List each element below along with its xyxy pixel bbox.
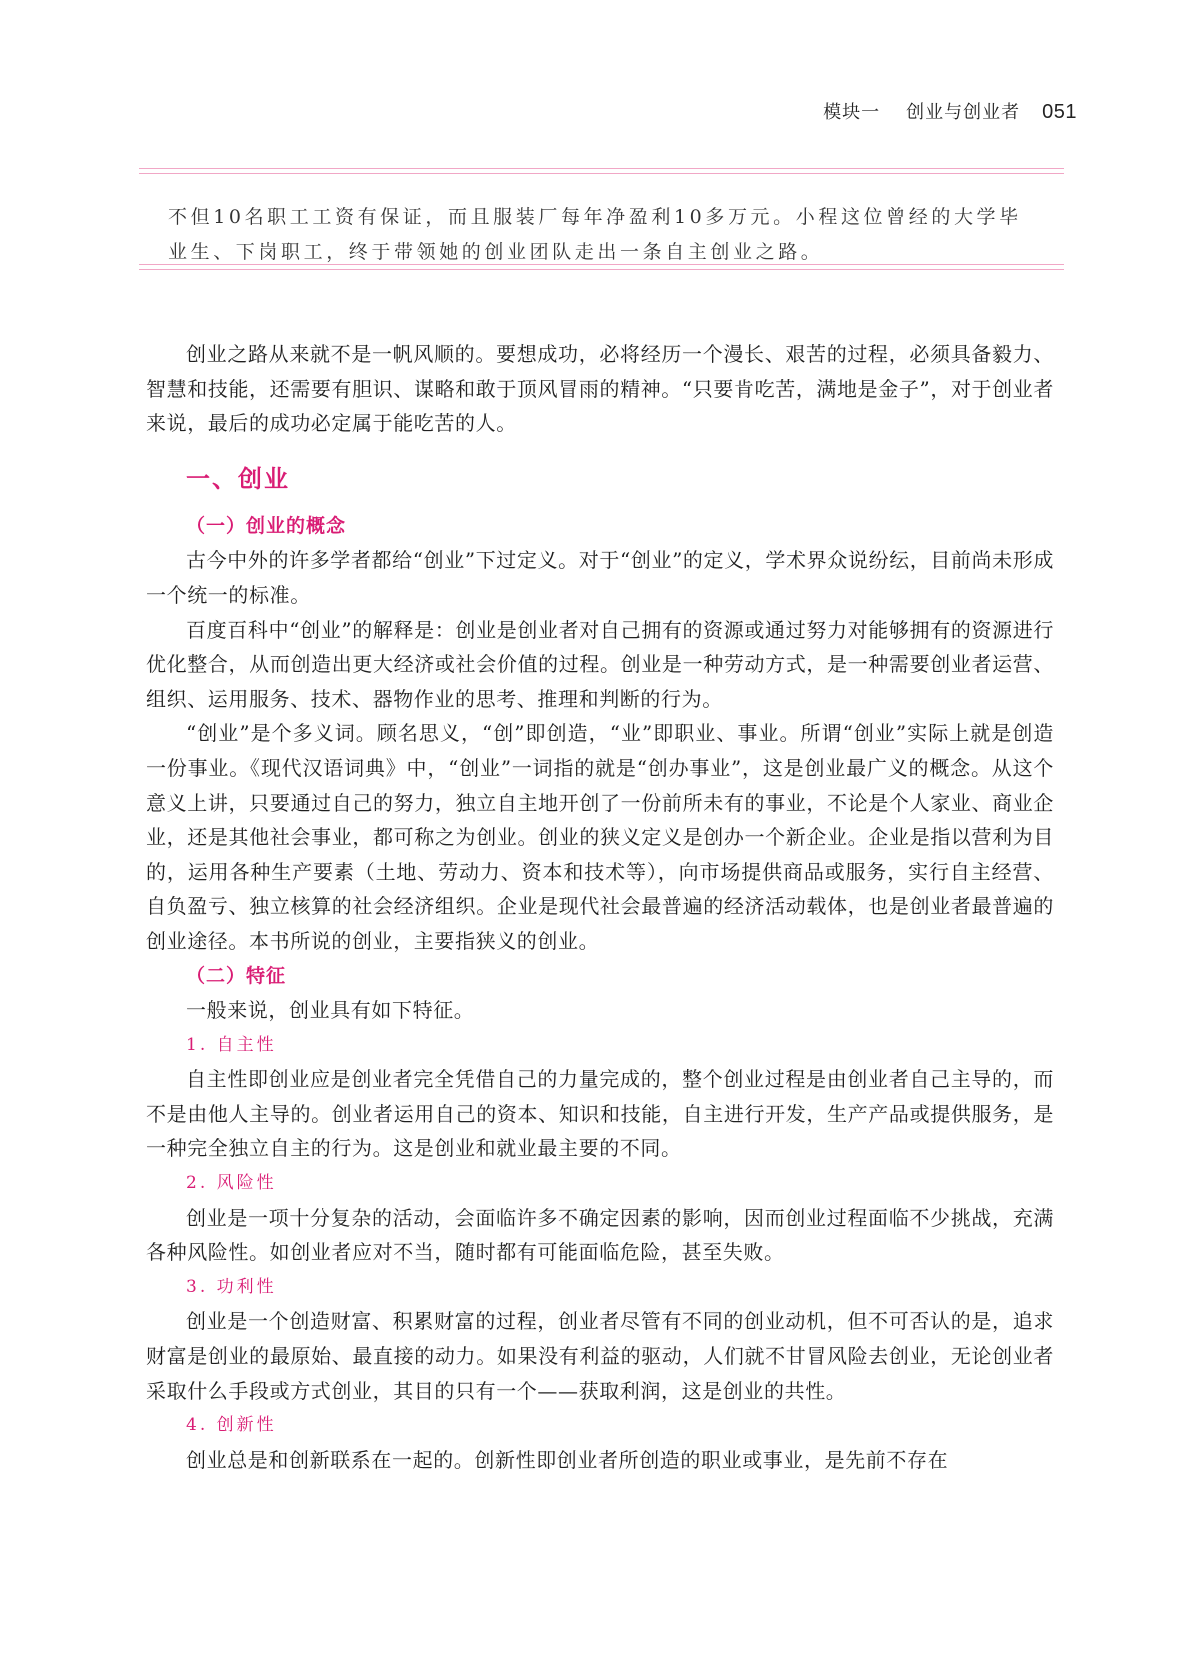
feature-text-utility: 创业是一个创造财富、积累财富的过程，创业者尽管有不同的创业动机，但不可否认的是，追求财富是创业的最原始、最直接的动力。如果没有利益的驱动，人们就不甘冒风险去创业，无论创业者采取什么手段或方式创业，其目的只有一个——获取利润，这是创业的共性。 xyxy=(146,1309,1054,1403)
box-top-rule-2 xyxy=(139,173,1064,174)
main-body xyxy=(146,337,1054,1477)
header-module: 模块一 xyxy=(823,102,881,123)
feature-title-innovation: 4. 创新性 xyxy=(186,1415,277,1436)
features-intro: 一般来说，创业具有如下特征。 xyxy=(186,998,475,1023)
features-heading: （二）特征 xyxy=(186,964,287,987)
feature-title-utility: 3. 功利性 xyxy=(186,1276,277,1297)
box-bottom-rule-1 xyxy=(139,264,1064,265)
page-number: 051 xyxy=(1042,101,1077,123)
feature-text-risk: 创业是一项十分复杂的活动，会面临许多不确定因素的影响，因而创业过程面临不少挑战，充满各种风险性。如创业者应对不当，随时都有可能面临危险，甚至失败。 xyxy=(146,1205,1054,1265)
feature-text-innovation: 创业总是和创新联系在一起的。创新性即创业者所创造的职业或事业，是先前不存在 xyxy=(186,1447,949,1472)
concept-heading: （一）创业的概念 xyxy=(186,514,347,537)
intro-paragraph: 创业之路从来就不是一帆风顺的。要想成功，必将经历一个漫长、艰苦的过程，必须具备毅力、智慧和技能，还需要有胆识、谋略和敢于顶风冒雨的精神。“只要肯吃苦，满地是金子”，对于创业者来说，最后的成功必定属于能吃苦的人。 xyxy=(146,342,1054,436)
concept-paragraph-3: “创业”是个多义词。顾名思义，“创”即创造，“业”即职业、事业。所谓“创业”实际上就是创造一份事业。《现代汉语词典》中，“创业”一词指的就是“创办事业”，这是创业最广义的概念。从这个意义上讲，只要通过自己的努力，独立自主地开创了一份前所未有的事业，不论是个人家业、商业企业，还是其他社会事业，都可称之为创业。创业的狭义定义是创办一个新企业。企业是指以营利为目的，运用各种生产要素（土地、劳动力、资本和技术等），向市场提供商品或服务，实行自主经营、自负盈亏、独立核算的社会经济组织。企业是现代社会最普遍的经济活动载体，也是创业者最普遍的创业途径。本书所说的创业，主要指狭义的创业。 xyxy=(146,721,1054,953)
case-box xyxy=(168,200,1048,270)
concept-paragraph-1: 古今中外的许多学者都给“创业”下过定义。对于“创业”的定义，学术界众说纷纭，目前尚未形成一个统一的标准。 xyxy=(146,548,1054,607)
feature-text-autonomy: 自主性即创业应是创业者完全凭借自己的力量完成的，整个创业过程是由创业者自己主导的，而不是由他人主导的。创业者运用自己的资本、知识和技能，自主进行开发，生产产品或提供服务，是一种完全独立自主的行为。这是创业和就业最主要的不同。 xyxy=(146,1067,1054,1161)
feature-title-risk: 2. 风险性 xyxy=(186,1173,277,1194)
header-chapter-title: 创业与创业者 xyxy=(906,102,1021,123)
case-box-line-2: 业生、下岗职工，终于带领她的创业团队走出一条自主创业之路。 xyxy=(168,241,824,263)
case-box-line-1: 不但10名职工工资有保证，而且服装厂每年净盈利10多万元。小程这位曾经的大学毕 xyxy=(168,206,1022,228)
feature-title-autonomy: 1. 自主性 xyxy=(186,1034,277,1055)
running-header xyxy=(823,98,1077,124)
box-bottom-rule-2 xyxy=(139,269,1064,270)
box-top-rule-1 xyxy=(139,168,1064,169)
concept-paragraph-2: 百度百科中“创业”的解释是：创业是创业者对自己拥有的资源或通过努力对能够拥有的资源进行优化整合，从而创造出更大经济或社会价值的过程。创业是一种劳动方式，是一种需要创业者运营、组织、运用服务、技术、器物作业的思考、推理和判断的行为。 xyxy=(146,617,1054,711)
section-title: 一、创业 xyxy=(186,464,290,493)
